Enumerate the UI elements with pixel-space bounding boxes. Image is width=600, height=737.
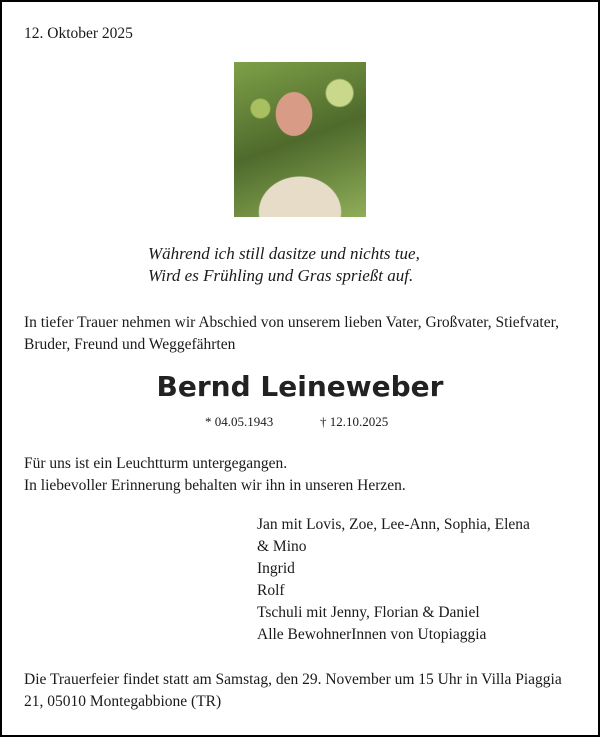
- mourner-line: Alle BewohnerInnen von Utopiaggia: [257, 626, 487, 643]
- quote-line-2: Wird es Frühling und Gras sprießt auf.: [148, 266, 414, 285]
- message-line-1: Für uns ist ein Leuchtturm untergegangen.: [24, 455, 288, 472]
- publication-date: 12. Oktober 2025: [24, 25, 133, 42]
- mourner-line: & Mino: [257, 538, 307, 555]
- birth-date: * 04.05.1943: [205, 414, 274, 429]
- message-line-2: In liebevoller Erinnerung behalten wir ihn in unseren Herzen.: [24, 477, 406, 494]
- mourner-line: Tschuli mit Jenny, Florian & Daniel: [257, 604, 480, 621]
- deceased-name: Bernd Leineweber: [156, 370, 444, 403]
- portrait-photo: [234, 62, 366, 217]
- funeral-line-2: 21, 05010 Montegabbione (TR): [24, 693, 222, 710]
- mourner-line: Rolf: [257, 582, 285, 599]
- mourner-line: Ingrid: [257, 560, 295, 577]
- intro-line-2: Bruder, Freund und Weggefährten: [24, 336, 236, 353]
- mourner-line: Jan mit Lovis, Zoe, Lee-Ann, Sophia, Elena: [257, 516, 530, 533]
- death-date: † 12.10.2025: [320, 414, 389, 429]
- funeral-line-1: Die Trauerfeier findet statt am Samstag, den 29. November um 15 Uhr in Villa Piaggia: [24, 671, 562, 688]
- quote-line-1: Während ich still dasitze und nichts tue,: [148, 244, 420, 263]
- intro-line-1: In tiefer Trauer nehmen wir Abschied von unserem lieben Vater, Großvater, Stiefvater,: [24, 314, 560, 331]
